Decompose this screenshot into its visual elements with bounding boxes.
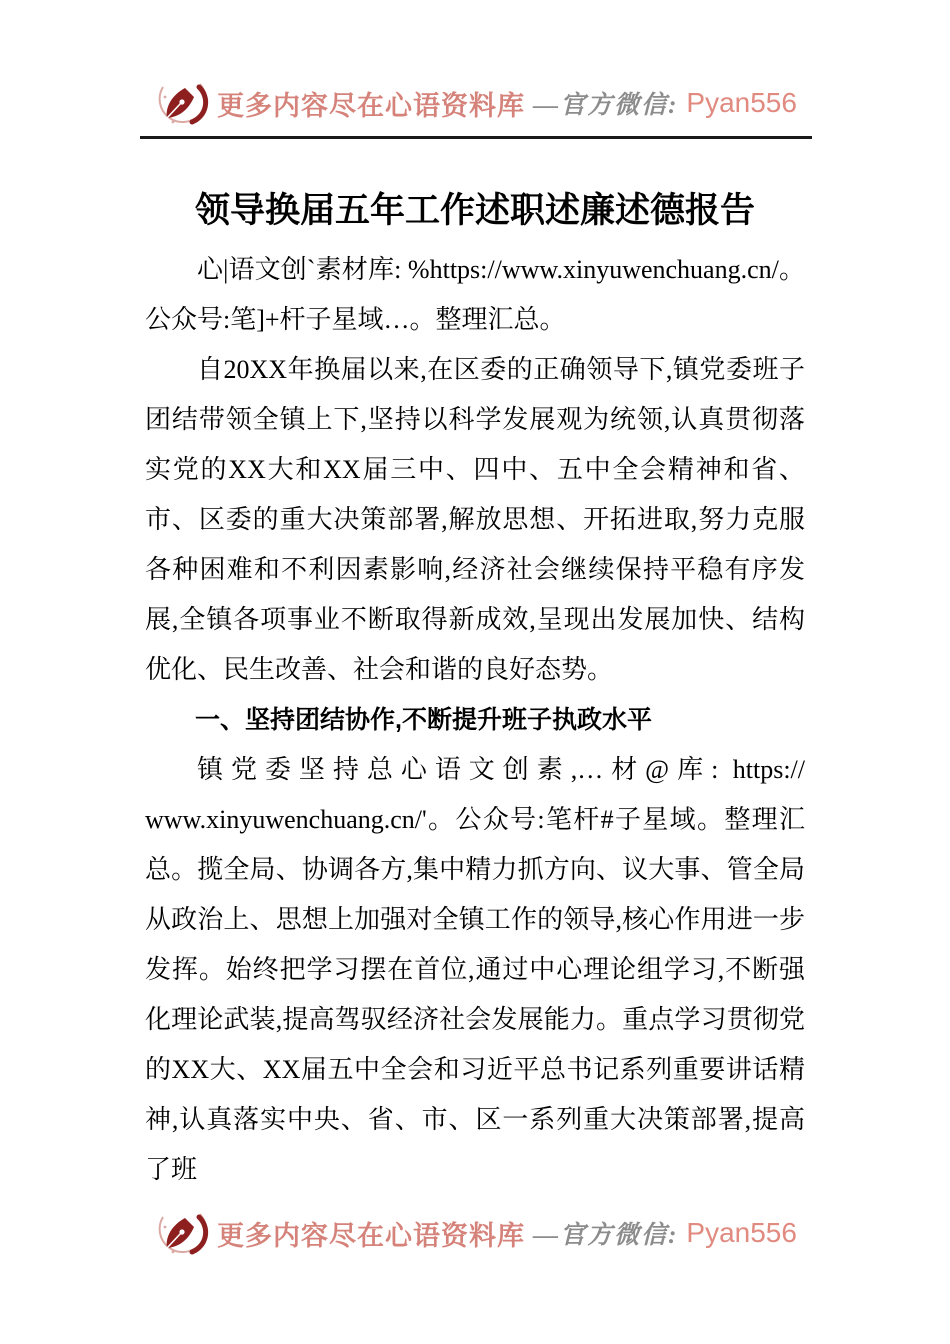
footer-wechat-label: —官方微信: (533, 1222, 679, 1249)
header-wechat-id: Pyan556 (686, 87, 797, 118)
paragraph-source-watermark: 心|语文创`素材库: %https://​www.xinyuwenchuang.cn/。公众号:笔]+杆子星域…。整理汇总。 (145, 255, 805, 334)
page-header (0, 72, 950, 134)
paragraph-section-1-body: 镇党委坚持总心语文创素,…材@库: https://​www.xinyuwenchuang.cn/'。公众号:笔杆#子星域。整理汇总。揽全局、协调各方,集中精力抓方向、议大事、管全局从政治上、思想上加强对全镇工作的领导,核心作用进一步发挥。始终把学习摆在首位,通过中心理论组学习,不断强化理论武装,提高驾驭经济社会发展能力。重点学习贯彻党的XX大、XX届五中全会和习近平总书记系列重要讲话精神,认真落实中央、省、市、区一系列重大决策部署,提高了班 (145, 755, 805, 1184)
footer-wechat-id: Pyan556 (686, 1217, 797, 1248)
section-heading-1: 一、坚持团结协作,不断提升班子执政水平 (195, 706, 652, 734)
pen-nib-swirl-icon (153, 75, 209, 131)
header-divider-rule (140, 136, 812, 139)
footer-brand-text: 更多内容尽在心语资料库 (217, 1220, 526, 1251)
header-wechat-label: —官方微信: (533, 92, 679, 119)
pen-nib-swirl-icon (153, 1205, 209, 1261)
paragraph-introduction: 自20XX年换届以来,在区委的正确领导下,镇党委班子团结带领全镇上下,坚持以科学发展观为统领,认真贯彻落实党的XX大和XX届三中、四中、五中全会精神和省、市、区委的重大决策部署,解放思想、开拓进取,努力克服各种困难和不利因素影响,经济社会继续保持平稳有序发展,全镇各项事业不断取得新成效,呈现出发展加快、结构优化、民生改善、社会和谐的良好态势。 (145, 355, 805, 684)
page-footer (0, 1202, 950, 1264)
document-content (145, 170, 805, 1196)
document-title: 领导换届五年工作述职述廉述德报告 (194, 191, 755, 230)
header-brand-text: 更多内容尽在心语资料库 (217, 90, 526, 121)
